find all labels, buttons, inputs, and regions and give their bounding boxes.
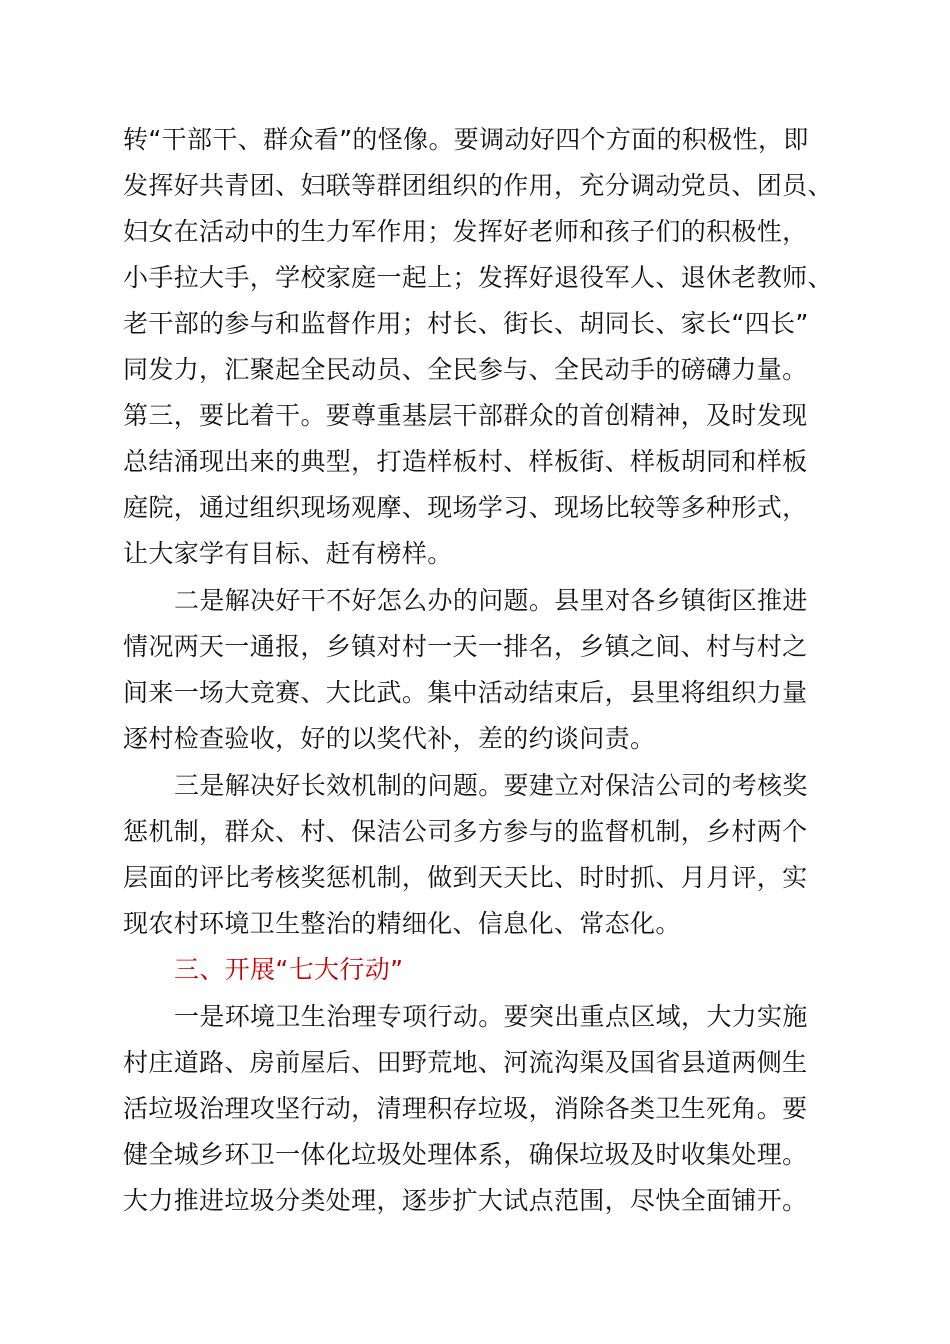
paragraph-line: 村庄道路、房前屋后、田野荒地、河流沟渠及国省县道两侧生 [123, 1048, 808, 1077]
paragraph-line: 总结涌现出来的典型，打造样板村、样板街、样板胡同和样板 [123, 447, 808, 476]
paragraph-line: 逐村检查验收，好的以奖代补，差的约谈问责。 [123, 724, 656, 753]
paragraph-line: 三是解决好长效机制的问题。要建立对保洁公司的考核奖 [174, 771, 808, 800]
paragraph-line: 活垃圾治理攻坚行动，清理积存垃圾，消除各类卫生死角。要 [123, 1094, 808, 1123]
paragraph-line: 一是环境卫生治理专项行动。要突出重点区域，大力实施 [174, 1002, 808, 1031]
paragraph-line: 老干部的参与和监督作用；村长、街长、胡同长、家长“四长” [123, 309, 809, 338]
paragraph-line: 第三，要比着干。要尊重基层干部群众的首创精神，及时发现 [123, 401, 808, 430]
paragraph-line: 健全城乡环卫一体化垃圾处理体系，确保垃圾及时收集处理。 [123, 1140, 808, 1169]
paragraph-line: 让大家学有目标、赶有榜样。 [123, 539, 453, 568]
paragraph-line: 情况两天一通报，乡镇对村一天一排名，乡镇之间、村与村之 [123, 632, 808, 661]
paragraph-line: 间来一场大竞赛、大比武。集中活动结束后，县里将组织力量 [123, 678, 808, 707]
paragraph-line: 同发力，汇聚起全民动员、全民参与、全民动手的磅礴力量。 [123, 355, 808, 384]
paragraph-line: 转“干部干、群众看”的怪像。要调动好四个方面的积极性，即 [123, 125, 809, 154]
paragraph-line: 庭院，通过组织现场观摩、现场学习、现场比较等多种形式， [123, 493, 808, 522]
paragraph-line: 层面的评比考核奖惩机制，做到天天比、时时抓、月月评，实 [123, 863, 808, 892]
paragraph-line: 妇女在活动中的生力军作用；发挥好老师和孩子们的积极性， [123, 217, 808, 246]
paragraph-line: 小手拉大手，学校家庭一起上；发挥好退役军人、退休老教师、 [123, 263, 833, 292]
paragraph-line: 惩机制，群众、村、保洁公司多方参与的监督机制，乡村两个 [123, 817, 808, 846]
paragraph-line: 大力推进垃圾分类处理，逐步扩大试点范围，尽快全面铺开。 [123, 1186, 808, 1215]
section-heading: 三、开展“七大行动” [174, 955, 404, 984]
paragraph-line: 二是解决好干不好怎么办的问题。县里对各乡镇街区推进 [174, 586, 808, 615]
paragraph-line: 发挥好共青团、妇联等群团组织的作用，充分调动党员、团员、 [123, 171, 833, 200]
paragraph-line: 现农村环境卫生整治的精细化、信息化、常态化。 [123, 909, 681, 938]
